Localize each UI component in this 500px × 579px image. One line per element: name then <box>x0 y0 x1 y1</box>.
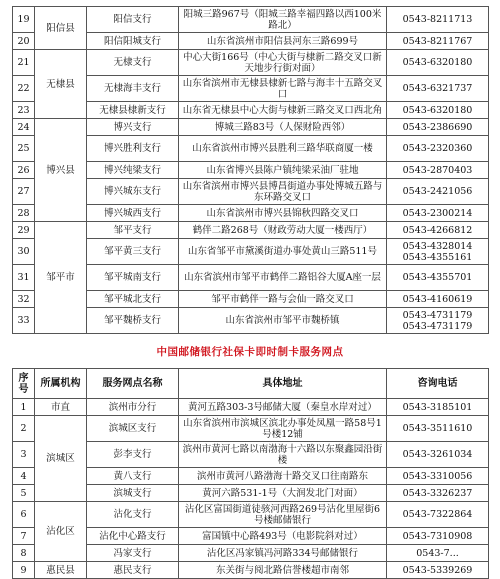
cell-address: 山东省滨州市滨城区滨北办事处凤凰一路58号1号楼12铺 <box>179 416 387 442</box>
cell-no: 26 <box>13 162 35 179</box>
branch-table-2-body <box>13 399 489 579</box>
cell-phone: 0543-4266812 <box>387 222 489 239</box>
cell-no: 24 <box>13 119 35 136</box>
cell-phone: 0543-3326237 <box>387 485 489 502</box>
cell-branch: 博兴支行 <box>87 119 179 136</box>
cell-branch: 邹平支行 <box>87 222 179 239</box>
cell-no: 1 <box>13 399 35 416</box>
cell-branch: 彭李支行 <box>87 442 179 468</box>
cell-address: 富国镇中心路493号（电影院斜对过） <box>179 528 387 545</box>
branch-table-2 <box>12 368 489 579</box>
cell-no: 23 <box>13 102 35 119</box>
cell-phone: 0543-5339269 <box>387 562 489 579</box>
cell-address: 山东省博兴县陈户镇纯梁采油厂驻地 <box>179 162 387 179</box>
header-address: 具体地址 <box>179 369 387 399</box>
cell-county: 沾化区 <box>35 502 87 562</box>
cell-no: 33 <box>13 308 35 334</box>
cell-branch: 滨城支行 <box>87 485 179 502</box>
cell-branch: 无棣海丰支行 <box>87 76 179 102</box>
cell-county: 博兴县 <box>35 119 87 222</box>
cell-address: 中心大街166号（中心大街与棣新二路交叉口新天地步行街对面） <box>179 50 387 76</box>
cell-no: 4 <box>13 468 35 485</box>
cell-branch: 阳信阳城支行 <box>87 33 179 50</box>
table-row <box>13 7 489 33</box>
cell-no: 25 <box>13 136 35 162</box>
cell-no: 27 <box>13 179 35 205</box>
cell-no: 29 <box>13 222 35 239</box>
cell-address: 山东省滨州市博兴县博昌街道办事处博城五路与东环路交叉口 <box>179 179 387 205</box>
cell-address: 滨州市黄河八路渤海十路交叉口往南路东 <box>179 468 387 485</box>
cell-address: 山东省滨州市邹平市魏桥镇 <box>179 308 387 334</box>
cell-address: 山东省滨州市阳信县河东三路699号 <box>179 33 387 50</box>
cell-no: 19 <box>13 7 35 33</box>
cell-phone: 0543-4328014 0543-4355161 <box>387 239 489 265</box>
cell-branch: 沾化支行 <box>87 502 179 528</box>
cell-address: 山东省无棣县中心大街与棣新三路交叉口西北角 <box>179 102 387 119</box>
cell-branch: 滨州市分行 <box>87 399 179 416</box>
cell-no: 28 <box>13 205 35 222</box>
cell-address: 邹平市鹤伴一路与会仙一路交叉口 <box>179 291 387 308</box>
cell-address: 黄河五路303-3号邮储大厦（秦皇水岸对过） <box>179 399 387 416</box>
cell-branch: 邹平黄三支行 <box>87 239 179 265</box>
cell-no: 30 <box>13 239 35 265</box>
cell-no: 9 <box>13 562 35 579</box>
cell-county: 邹平市 <box>35 222 87 334</box>
cell-branch: 博兴城东支行 <box>87 179 179 205</box>
header-county: 所属机构 <box>35 369 87 399</box>
cell-phone: 0543-3511610 <box>387 416 489 442</box>
cell-phone: 0543-2300214 <box>387 205 489 222</box>
cell-branch: 黄八支行 <box>87 468 179 485</box>
cell-phone: 0543-8211713 <box>387 7 489 33</box>
cell-phone: 0543-6320180 <box>387 50 489 76</box>
section-heading: 中国邮储银行社保卡即时制卡服务网点 <box>156 345 344 358</box>
cell-phone: 0543-2421056 <box>387 179 489 205</box>
cell-branch: 邹平城北支行 <box>87 291 179 308</box>
cell-branch: 博兴胜利支行 <box>87 136 179 162</box>
cell-address: 山东省滨州市邹平市鹤伴二路铝谷大厦A座一层 <box>179 265 387 291</box>
cell-branch: 博兴城西支行 <box>87 205 179 222</box>
table-row <box>13 502 489 528</box>
cell-no: 8 <box>13 545 35 562</box>
cell-branch: 阳信支行 <box>87 7 179 33</box>
cell-county: 市直 <box>35 399 87 416</box>
branch-table-1 <box>12 6 489 334</box>
cell-address: 山东省滨州市博兴县胜利三路华联商厦一楼 <box>179 136 387 162</box>
cell-no: 31 <box>13 265 35 291</box>
cell-branch: 沾化中心路支行 <box>87 528 179 545</box>
cell-phone: 0543-3185101 <box>387 399 489 416</box>
cell-county: 阳信县 <box>35 7 87 50</box>
cell-address: 山东省邹平市黛溪街道办事处黄山三路511号 <box>179 239 387 265</box>
cell-branch: 冯家支行 <box>87 545 179 562</box>
cell-branch: 博兴纯梁支行 <box>87 162 179 179</box>
cell-phone: 0543-2870403 <box>387 162 489 179</box>
table-row <box>13 222 489 239</box>
cell-address: 东关街与阅北路信誉楼超市南邻 <box>179 562 387 579</box>
cell-county: 滨城区 <box>35 416 87 502</box>
cell-phone: 0543-4731179 0543-4731179 <box>387 308 489 334</box>
cell-no: 5 <box>13 485 35 502</box>
branch-table-1-body <box>13 7 489 334</box>
table-row <box>13 399 489 416</box>
table-row <box>13 50 489 76</box>
header-phone: 咨询电话 <box>387 369 489 399</box>
cell-no: 21 <box>13 50 35 76</box>
cell-phone: 0543-7322864 <box>387 502 489 528</box>
table-row <box>13 562 489 579</box>
header-no: 序号 <box>13 369 35 399</box>
cell-address: 沾化区冯家镇冯河路334号邮储银行 <box>179 545 387 562</box>
cell-phone: 0543-8211767 <box>387 33 489 50</box>
cell-phone: 0543-7310908 <box>387 528 489 545</box>
cell-no: 3 <box>13 442 35 468</box>
cell-address: 黄河六路531-1号（大润发北门对面） <box>179 485 387 502</box>
cell-phone: 0543-6321737 <box>387 76 489 102</box>
cell-phone: 0543-7... <box>387 545 489 562</box>
cell-no: 22 <box>13 76 35 102</box>
cell-no: 7 <box>13 528 35 545</box>
table-row <box>13 416 489 442</box>
cell-address: 山东省滨州市博兴县锦秋四路交叉口 <box>179 205 387 222</box>
cell-phone: 0543-3310056 <box>387 468 489 485</box>
cell-branch: 惠民支行 <box>87 562 179 579</box>
cell-branch: 无棣县棣新支行 <box>87 102 179 119</box>
cell-branch: 无棣支行 <box>87 50 179 76</box>
cell-address: 鹤伴二路268号（财政劳动大厦一楼西厅） <box>179 222 387 239</box>
cell-address: 博城三路83号（人保财险西邻） <box>179 119 387 136</box>
cell-branch: 邹平魏桥支行 <box>87 308 179 334</box>
table-header-row <box>13 369 489 399</box>
cell-address: 滨州市黄河七路以南渤海十六路以东聚鑫园沿街楼 <box>179 442 387 468</box>
cell-phone: 0543-3261034 <box>387 442 489 468</box>
cell-county: 无棣县 <box>35 50 87 119</box>
cell-phone: 0543-4355701 <box>387 265 489 291</box>
cell-branch: 邹平城南支行 <box>87 265 179 291</box>
cell-no: 32 <box>13 291 35 308</box>
cell-county: 惠民县 <box>35 562 87 579</box>
cell-branch: 滨城区支行 <box>87 416 179 442</box>
cell-address: 沾化区富国街道徒骇河西路269号沾化里屋街6号楼邮储银行 <box>179 502 387 528</box>
cell-address: 阳城三路967号（阳城三路幸福四路以西100米路北） <box>179 7 387 33</box>
cell-no: 6 <box>13 502 35 528</box>
cell-phone: 0543-2320360 <box>387 136 489 162</box>
cell-phone: 0543-6320180 <box>387 102 489 119</box>
cell-no: 2 <box>13 416 35 442</box>
header-branch: 服务网点名称 <box>87 369 179 399</box>
cell-phone: 0543-2386690 <box>387 119 489 136</box>
cell-phone: 0543-4160619 <box>387 291 489 308</box>
cell-no: 20 <box>13 33 35 50</box>
table-row <box>13 119 489 136</box>
cell-address: 山东省滨州市无棣县棣新七路与海丰十五路交叉口 <box>179 76 387 102</box>
document-page <box>0 6 500 575</box>
